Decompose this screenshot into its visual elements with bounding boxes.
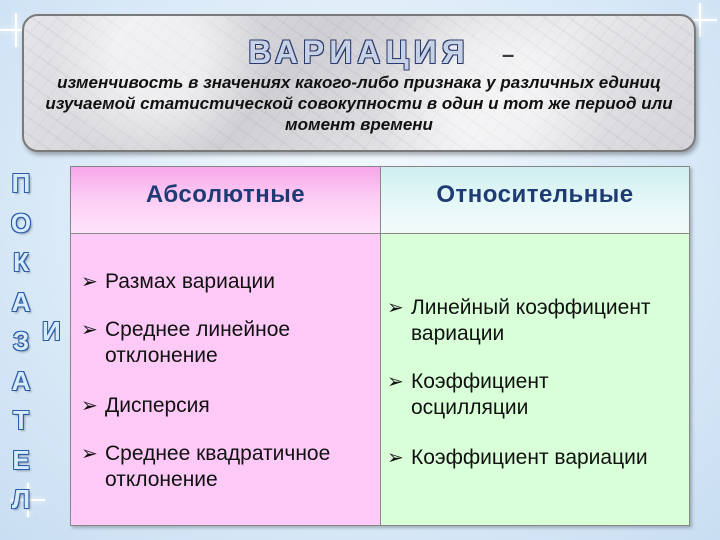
list-item: ➢ Коэффициент вариации xyxy=(387,446,648,469)
arrow-bullet-icon: ➢ xyxy=(387,447,404,469)
vertical-letter: А xyxy=(11,365,31,396)
absolute-title: Абсолютные xyxy=(145,181,306,208)
relative-column xyxy=(381,167,689,525)
definition-text: изменчивость в значениях какого-либо признака у различных единиц изучаемой статистической совокупности в один и тот же период или момент времени xyxy=(45,73,673,134)
arrow-bullet-icon: ➢ xyxy=(81,319,98,341)
list-item: ➢ Коэффициент осцилляции xyxy=(387,370,549,419)
arrow-bullet-icon: ➢ xyxy=(81,395,98,417)
definition-banner xyxy=(22,14,696,152)
list-item: ➢ Среднее линейное отклонение xyxy=(81,318,291,367)
arrow-bullet-icon: ➢ xyxy=(81,443,98,465)
vertical-letter: О xyxy=(10,207,32,238)
vertical-letter: К xyxy=(13,247,29,277)
vertical-letter: З xyxy=(12,326,30,356)
vertical-letter: Е xyxy=(12,444,30,475)
vertical-letter: Т xyxy=(13,405,29,435)
list-item: ➢ Линейный коэффициент вариации xyxy=(387,296,651,345)
list-item: ➢ Среднее квадратичное отклонение xyxy=(81,442,331,491)
relative-header xyxy=(381,167,689,234)
relative-title: Относительные xyxy=(436,181,634,208)
list-item: ➢ Размах вариации xyxy=(81,270,276,293)
vertical-letter: Л xyxy=(11,484,31,514)
page-title: ВАРИАЦИЯ xyxy=(248,34,470,70)
vertical-label xyxy=(6,168,36,524)
absolute-column xyxy=(71,167,381,525)
vertical-letter: П xyxy=(11,168,31,198)
list-item: ➢ Дисперсия xyxy=(81,394,210,417)
arrow-bullet-icon: ➢ xyxy=(81,271,98,293)
vertical-letter-extra: И xyxy=(42,316,61,346)
title-dash: – xyxy=(502,42,515,67)
absolute-header xyxy=(71,167,380,234)
indicators-table xyxy=(70,166,690,526)
arrow-bullet-icon: ➢ xyxy=(387,297,404,319)
arrow-bullet-icon: ➢ xyxy=(387,371,404,393)
vertical-letter: А xyxy=(11,286,31,317)
